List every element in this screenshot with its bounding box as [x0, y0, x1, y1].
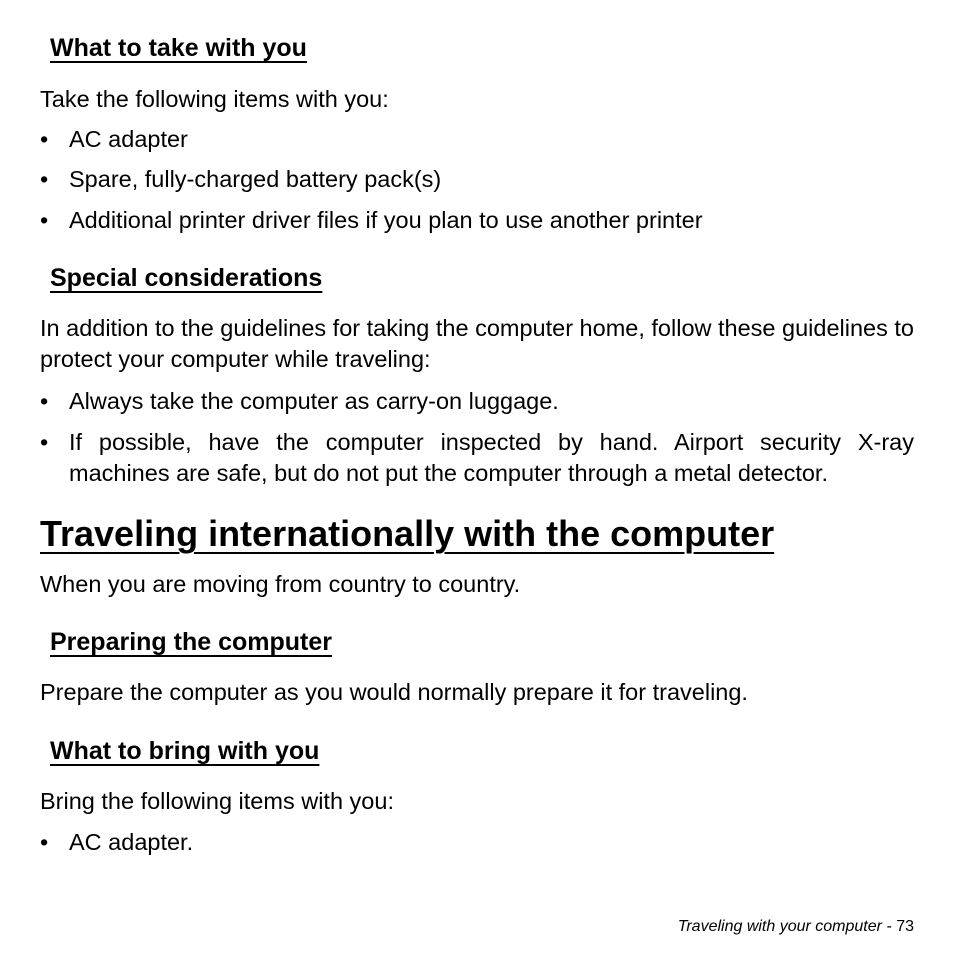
list-item [40, 827, 914, 858]
list-item-text: Always take the computer as carry-on luggage. [69, 388, 559, 414]
take-intro: Take the following items with you: [40, 86, 389, 112]
bullet-icon: • [40, 388, 49, 414]
bring-intro: Bring the following items with you: [40, 788, 394, 814]
heading-traveling-internationally: Traveling internationally with the computer [40, 513, 775, 554]
list-item-text: Additional printer driver files if you plan to use another printer [69, 207, 703, 233]
bullet-icon: • [40, 829, 49, 855]
list-item [40, 386, 914, 417]
list-item [40, 205, 914, 236]
bullet-icon: • [40, 126, 49, 152]
bullet-icon: • [40, 429, 49, 455]
list-item [40, 124, 914, 155]
special-intro: In addition to the guidelines for taking the computer home, follow these guidelines to protect your computer while traveling: [40, 315, 914, 372]
list-item-text: Spare, fully-charged battery pack(s) [69, 166, 442, 192]
list-item [40, 427, 914, 489]
heading-special-considerations: Special considerations [50, 264, 323, 292]
list-item-text: AC adapter [69, 126, 188, 152]
list-item-text: AC adapter. [69, 829, 194, 855]
list-item-text: If possible, have the computer inspected by hand. Airport security X-ray machines are safe, but do not put the computer through a metal detector. [69, 429, 914, 486]
heading-what-to-take: What to take with you [50, 34, 307, 62]
international-intro: When you are moving from country to country. [40, 571, 521, 597]
page-footer [678, 917, 914, 937]
bullet-icon: • [40, 207, 49, 233]
footer-title: Traveling with your computer - [677, 918, 897, 935]
heading-what-to-bring: What to bring with you [50, 737, 320, 765]
page-number: 73 [896, 918, 914, 935]
heading-preparing-computer: Preparing the computer [50, 628, 332, 656]
preparing-text: Prepare the computer as you would normally prepare it for traveling. [40, 679, 748, 705]
bullet-icon: • [40, 166, 49, 192]
list-item [40, 164, 914, 195]
